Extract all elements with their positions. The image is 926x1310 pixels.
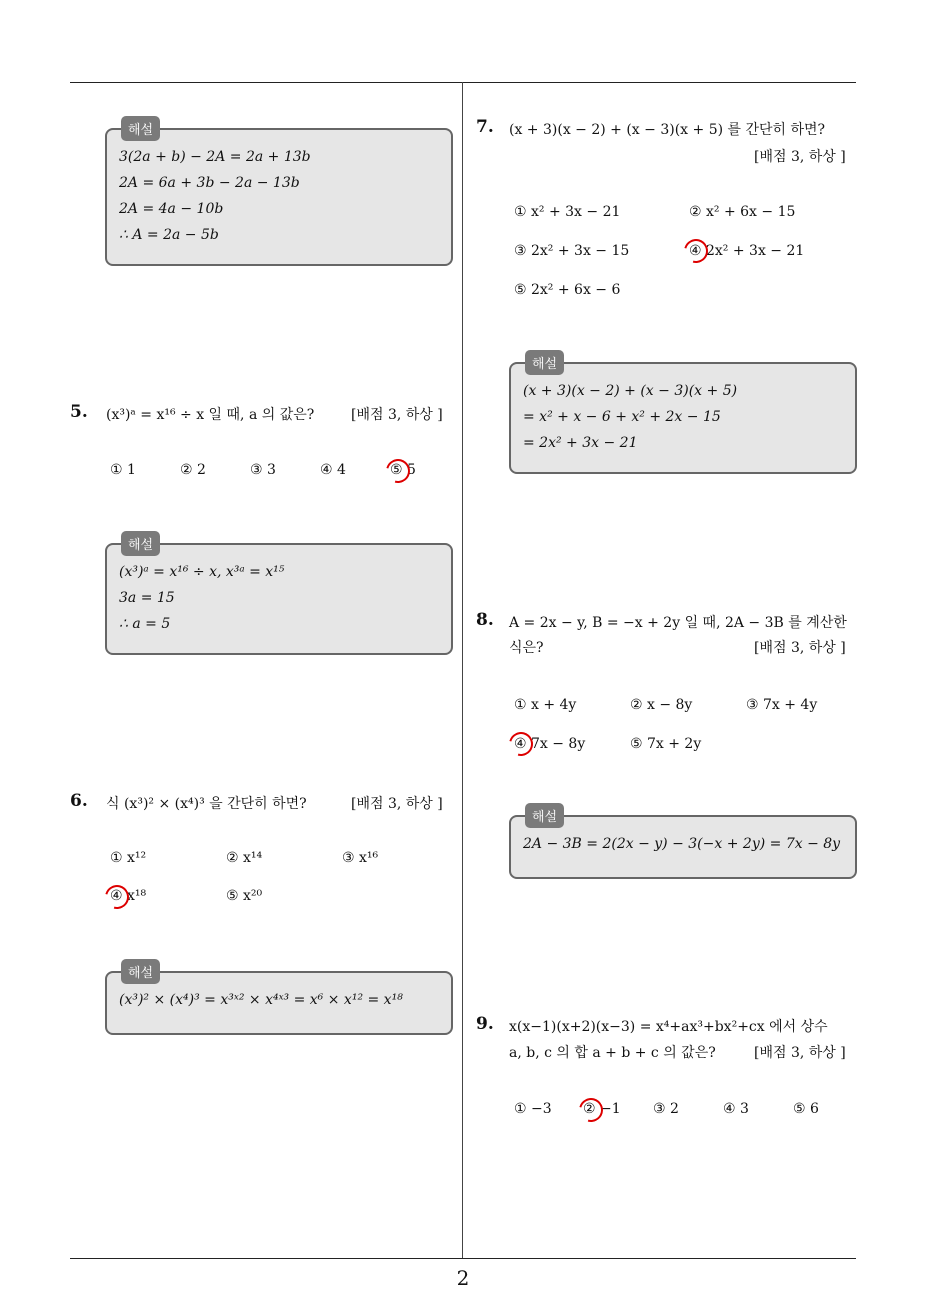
solution-tag: 해설 bbox=[121, 531, 160, 556]
option[interactable]: ① 1 bbox=[110, 462, 136, 478]
question-number: 6. bbox=[70, 791, 88, 811]
question-grade: [배점 3, 하상 ] bbox=[351, 407, 443, 423]
option[interactable]: ① x + 4y bbox=[514, 697, 577, 713]
solution-box-q4 bbox=[105, 123, 453, 266]
option[interactable]: ④ 4 bbox=[320, 462, 346, 478]
option[interactable]: ⑤ 7x + 2y bbox=[630, 736, 702, 752]
option[interactable]: ② −1 bbox=[583, 1101, 621, 1117]
option[interactable]: ③ 3 bbox=[250, 462, 276, 478]
top-rule bbox=[70, 82, 856, 83]
answer-mark bbox=[575, 1094, 608, 1127]
solution-box-q8 bbox=[509, 810, 857, 879]
bottom-rule bbox=[70, 1258, 856, 1259]
question-number: 9. bbox=[476, 1014, 494, 1034]
solution-line: 2A = 4a − 10b bbox=[119, 201, 224, 217]
answer-mark bbox=[101, 881, 134, 914]
solution-line: = 2x² + 3x − 21 bbox=[523, 435, 638, 451]
solution-line: (x³)² × (x⁴)³ = x³ˣ² × x⁴ˣ³ = x⁶ × x¹² = x¹⁸ bbox=[119, 992, 403, 1008]
question-text: A = 2x − y, B = −x + 2y 일 때, 2A − 3B 를 계산한 bbox=[509, 615, 847, 631]
question-number: 5. bbox=[70, 402, 88, 422]
question-text: 식 (x³)² × (x⁴)³ 을 간단히 하면? bbox=[106, 796, 307, 812]
solution-tag: 해설 bbox=[121, 116, 160, 141]
solution-line: 2A − 3B = 2(2x − y) − 3(−x + 2y) = 7x − 8y bbox=[523, 836, 841, 852]
solution-tag: 해설 bbox=[121, 959, 160, 984]
solution-tag: 해설 bbox=[525, 803, 564, 828]
option[interactable]: ① x² + 3x − 21 bbox=[514, 204, 621, 220]
option[interactable]: ③ x¹⁶ bbox=[342, 850, 379, 866]
answer-mark bbox=[382, 455, 415, 488]
option[interactable]: ④ 3 bbox=[723, 1101, 749, 1117]
solution-line: ∴ a = 5 bbox=[119, 616, 171, 632]
option[interactable]: ③ 7x + 4y bbox=[746, 697, 818, 713]
option[interactable]: ⑤ 5 bbox=[390, 462, 416, 478]
question-grade: [배점 3, 하상 ] bbox=[754, 640, 846, 656]
solution-box-q7 bbox=[509, 357, 857, 474]
option[interactable]: ③ 2x² + 3x − 15 bbox=[514, 243, 630, 259]
question-text: (x³)ᵃ = x¹⁶ ÷ x 일 때, a 의 값은? bbox=[106, 407, 315, 423]
option[interactable]: ④ x¹⁸ bbox=[110, 888, 147, 904]
solution-line: (x + 3)(x − 2) + (x − 3)(x + 5) bbox=[523, 383, 738, 399]
solution-line: = x² + x − 6 + x² + 2x − 15 bbox=[523, 409, 721, 425]
option[interactable]: ② 2 bbox=[180, 462, 206, 478]
option[interactable]: ① x¹² bbox=[110, 850, 147, 866]
option[interactable]: ② x¹⁴ bbox=[226, 850, 263, 866]
question-text: 식은? bbox=[509, 640, 544, 656]
page-number: 2 bbox=[456, 1266, 470, 1290]
solution-tag: 해설 bbox=[525, 350, 564, 375]
answer-mark bbox=[680, 235, 713, 268]
option[interactable]: ② x − 8y bbox=[630, 697, 693, 713]
option[interactable]: ⑤ 6 bbox=[793, 1101, 819, 1117]
solution-line: 2A = 6a + 3b − 2a − 13b bbox=[119, 175, 300, 191]
option[interactable]: ③ 2 bbox=[653, 1101, 679, 1117]
answer-mark bbox=[505, 728, 538, 761]
solution-line: 3(2a + b) − 2A = 2a + 13b bbox=[119, 149, 311, 165]
question-number: 8. bbox=[476, 610, 494, 630]
solution-box-q6 bbox=[105, 966, 453, 1035]
option[interactable]: ④ 2x² + 3x − 21 bbox=[689, 243, 805, 259]
option[interactable]: ② x² + 6x − 15 bbox=[689, 204, 796, 220]
question-grade: [배점 3, 하상 ] bbox=[754, 149, 846, 165]
option[interactable]: ① −3 bbox=[514, 1101, 552, 1117]
option[interactable]: ④ 7x − 8y bbox=[514, 736, 586, 752]
question-text: (x + 3)(x − 2) + (x − 3)(x + 5) 를 간단히 하면? bbox=[509, 122, 826, 138]
question-number: 7. bbox=[476, 117, 494, 137]
solution-line: 3a = 15 bbox=[119, 590, 175, 606]
solution-line: (x³)ᵃ = x¹⁶ ÷ x, x³ᵃ = x¹⁵ bbox=[119, 564, 285, 580]
option[interactable]: ⑤ 2x² + 6x − 6 bbox=[514, 282, 621, 298]
column-divider bbox=[462, 82, 463, 1258]
question-text: x(x−1)(x+2)(x−3) = x⁴+ax³+bx²+cx 에서 상수 bbox=[509, 1019, 828, 1035]
question-text: a, b, c 의 합 a + b + c 의 값은? bbox=[509, 1045, 716, 1061]
question-grade: [배점 3, 하상 ] bbox=[754, 1045, 846, 1061]
option[interactable]: ⑤ x²⁰ bbox=[226, 888, 263, 904]
question-grade: [배점 3, 하상 ] bbox=[351, 796, 443, 812]
solution-line: ∴ A = 2a − 5b bbox=[119, 227, 219, 243]
solution-box-q5 bbox=[105, 538, 453, 655]
